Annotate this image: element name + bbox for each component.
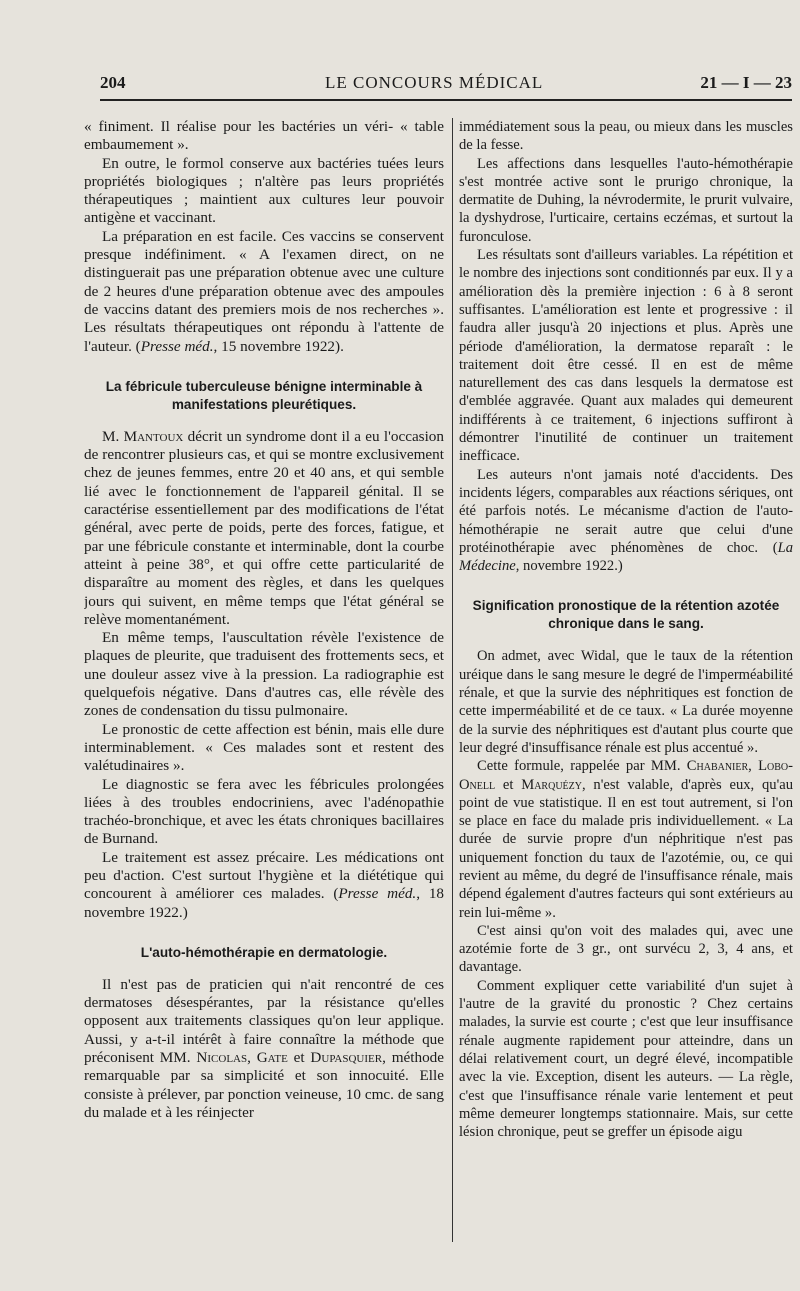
text-run: M. — [102, 427, 124, 445]
section-heading: La fébricule tuberculeuse bénigne interminable à manifestations pleurétiques. — [105, 378, 423, 412]
section-heading: Signification pronostique de la rétention azotée chronique dans le sang. — [472, 598, 780, 632]
author-name: Dupasquier — [310, 1049, 383, 1067]
text-run: , n'est valable, d'après eux, qu'au point de vue statistique. Il en est tout autrement, si l'on se place en face du malade pris individuellement. « La durée de survie propre d'un néphritique n'est pas uniquement fonction du taux de l'azotémie, ou, ce qui revient au même, du degré de l'insuffisance rénale, mais dépend également d'autres facteurs qui sont extérieurs au rein lui-même ». — [459, 776, 793, 921]
text-run: Le traitement est assez précaire. Les médications ont peu d'action. C'est surtout l'hygiène et la diététique qui concourent à améliorer ces malades. ( — [84, 848, 444, 903]
text-run: et — [287, 1049, 311, 1067]
paragraph: Comment expliquer cette variabilité d'un sujet à l'autre de la gravité du pronostic ? Chez certains malades, la survie est courte ; c'est que leur insuffisance rénale augmente rapidement pour atteindre, dans un délai relativement court, un degré élevé, incompatible avec la vie. Exception, disent les auteurs. — La règle, c'est que l'insuffisance rénale varie lentement et peut même demeurer longtemps stationnaire. Mais, sur cette lésion chronique, peut se greffer un épisode aigu — [459, 977, 793, 1141]
paragraph — [84, 976, 444, 1122]
text-run: Il n'est pas de praticien qui n'ait rencontré de ces dermatoses désespérantes, par la résistance qu'elles opposent aux traitements classiques qu'on leur applique. Aussi, y a-t-il intérêt à faire connaître la méthode que préconisent MM. — [84, 975, 444, 1067]
paragraph: C'est ainsi qu'on voit des malades qui, avec une azotémie forte de 3 gr., ont survécu 2, 3, 4 ans, et davantage. — [459, 922, 793, 976]
page-header — [100, 73, 792, 101]
journal-title: LE CONCOURS MÉDICAL — [325, 73, 544, 92]
text-run: , — [748, 758, 759, 775]
paragraph: immédiatement sous la peau, ou mieux dans les muscles de la fesse. — [459, 119, 793, 154]
text-run: Cette formule, rappelée par MM. — [477, 758, 687, 775]
paragraph: « finiment. Il réalise pour les bactéries un véri- « table embaumement ». — [84, 118, 444, 154]
text-run: et — [495, 776, 522, 793]
author-name: Nicolas — [196, 1049, 248, 1067]
paragraph — [84, 428, 444, 629]
right-column — [459, 118, 793, 1248]
author-name: Lobo-Onell — [459, 758, 793, 793]
author-name: Gate — [256, 1049, 288, 1067]
text-run: , 15 novembre 1922). — [213, 337, 344, 355]
paragraph — [459, 466, 793, 576]
text-run: , — [247, 1049, 257, 1067]
text-run: , novembre 1922.) — [515, 558, 623, 575]
column-divider — [452, 118, 453, 1242]
text-run: , 18 novembre 1922.) — [84, 885, 444, 921]
paragraph: On admet, avec Widal, que le taux de la rétention uréique dans le sang mesure le degré de l'imperméabilité rénale, et que la survie des néphritiques est fonction de cette imperméabilité et de ce taux. « La durée moyenne de la survie des néphritiques est d'autant plus courte que leur degré d'insuffisance rénale est plus accentué ». — [459, 648, 793, 756]
paragraph — [84, 228, 444, 356]
paragraph: En outre, le formol conserve aux bactéries tuées leurs propriétés biologiques ; n'altère pas leurs propriétés thérapeutiques ; maintient aux cultures leur pouvoir antigène et vaccinant. — [84, 154, 444, 227]
paragraph: Les résultats sont d'ailleurs variables. La répétition et le nombre des injections sont conditionnés par eux. Il y a amélioration dès la première injection : 6 à 8 seront suffisantes. L'amélioration est lente et progressive : il faudra aller jusqu'à 20 injections et plus. Après une période d'amélioration, la dermatose reparaît : le traitement doit être cessé. Il en est de même naturellement des cas dans lesquels la dermatose est d'emblée aggravée. Quant aux malades qui demeurent indifférents à ce traitement, 6 injections suffiront à démontrer l'inutilité de continuer un traitement inefficace. — [459, 247, 793, 465]
text-run: La préparation en est facile. Ces vaccins se conservent presque indéfiniment. « A l'examen direct, on ne distinguerait pas une préparation obtenue avec une culture de 2 heures d'une préparation obtenue avec des ampoules de vaccins datant des premiers mois de nos recherches ». Les résultats thérapeutiques ont répondu à l'attente de l'auteur. ( — [84, 227, 444, 355]
citation: Presse méd. — [338, 885, 417, 903]
paragraph: En même temps, l'auscultation révèle l'existence de plaques de pleurite, que traduisent des frottements secs, et une douleur assez vive à la pression. La radiographie est quelquefois négative. Dans d'autres cas, elle révèle des zones de condensation du tissu pulmonaire. — [84, 629, 444, 720]
citation: Presse méd. — [140, 337, 214, 355]
paragraph: Le diagnostic se fera avec les fébricules prolongées liées à des troubles endocriniens, avec l'adénopathie trachéo-bronchique, et avec les états chroniques bacillaires de Burnand. — [84, 775, 444, 848]
author-name: Chabanier — [686, 758, 749, 775]
paragraph — [459, 757, 793, 922]
text-run: , méthode remarquable par sa simplicité et son innocuité. Elle consiste à prélever, par ponction veineuse, 10 cmc. de sang du malade et à les réinjecter — [84, 1049, 444, 1121]
paragraph: Le pronostic de cette affection est bénin, mais elle dure interminablement. « Ces malades sont et restent des valétudinaires ». — [84, 720, 444, 775]
text-run: décrit un syndrome dont il a eu l'occasion de rencontrer plusieurs cas, et qui se montre exclusivement chez de jeunes femmes, entre 20 et 40 ans, et qui semble lié avec le fonctionnement de l'appareil génital. Il se caractérise essentiellement par des modifications de l'état général, avec perte de poids, perte des forces, fatigue, et par une fébricule constante et interminable, dont la courbe atteint à peine 38°, et qui offre cette particularité de disparaître au moment des règles, et dans les quelques jours qui suivent, en même temps que l'état général se relève momentanément. — [84, 427, 444, 628]
section-heading: L'auto-hémothérapie en dermatologie. — [140, 944, 388, 960]
paragraph — [84, 849, 444, 922]
paragraph: Les affections dans lesquelles l'auto-hémothérapie s'est montrée active sont le prurigo chronique, la dermatite de Duhing, la névrodermite, le prurit vulvaire, la dyshydrose, l'urticaire, certains eczémas, et surtout la furonculose. — [459, 155, 793, 245]
text-run: Les auteurs n'ont jamais noté d'accidents. Des incidents légers, comparables aux réactions sériques, ont été parfois notés. Le mécanisme d'action de l'auto-hémothérapie ne serait autre que celui d'une protéinothérapie avec phénomènes de choc. ( — [459, 466, 793, 556]
issue-date: 21 — I — 23 — [700, 73, 792, 92]
page-number: 204 — [100, 73, 126, 92]
citation: La Médecine — [459, 539, 793, 575]
author-name: Marquézy — [521, 776, 582, 793]
author-name: Mantoux — [123, 427, 184, 445]
left-column — [84, 118, 444, 1248]
